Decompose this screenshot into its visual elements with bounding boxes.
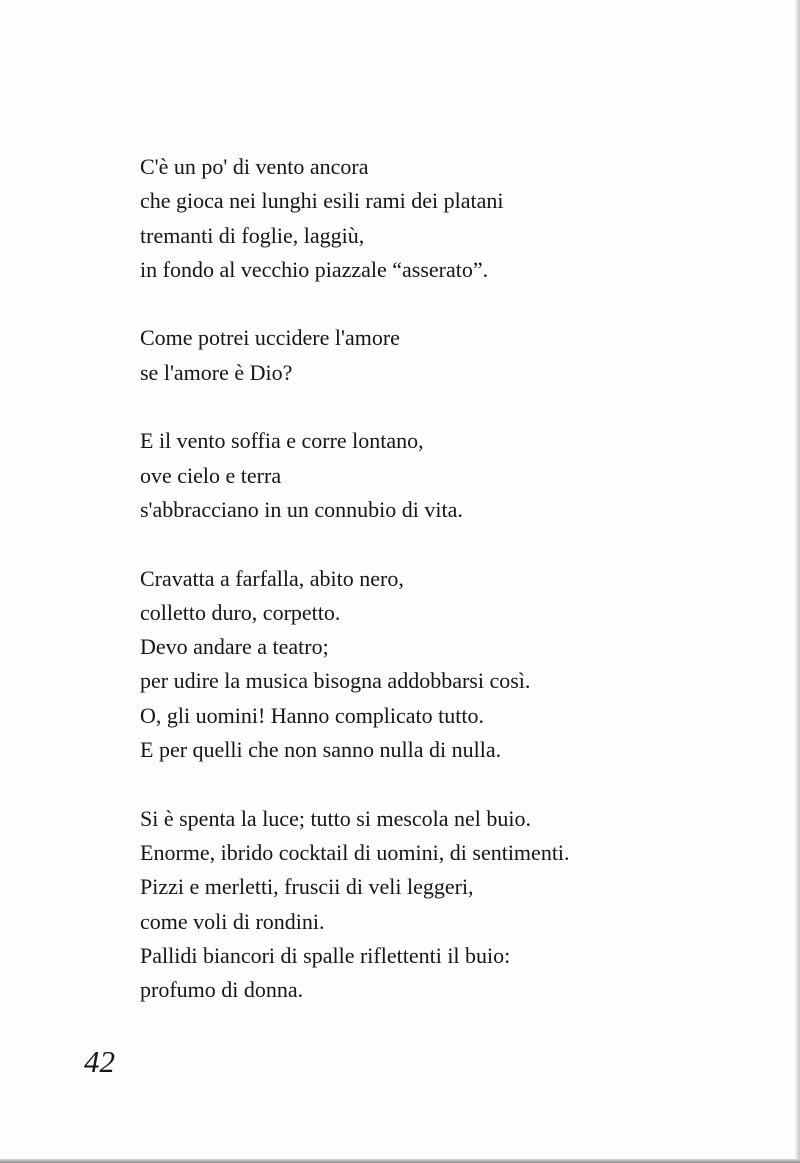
stanza-5	[140, 802, 760, 1008]
poem-line: Pizzi e merletti, fruscii di veli leggeri,	[140, 874, 474, 900]
stanza-3	[140, 424, 760, 527]
poem-line: per udire la musica bisogna addobbarsi così.	[140, 668, 531, 694]
stanza-2	[140, 321, 760, 390]
stanza-gap	[140, 527, 760, 561]
stanza-gap	[140, 287, 760, 321]
stanza-gap	[140, 390, 760, 424]
poem-line: che gioca nei lunghi esili rami dei platani	[140, 188, 504, 214]
poem-line: in fondo al vecchio piazzale “asserato”.	[140, 256, 489, 282]
poem-line: Cravatta a farfalla, abito nero,	[140, 565, 404, 591]
poem-line: Pallidi biancori di spalle riflettenti il buio:	[140, 942, 511, 968]
page-number: 42	[84, 1044, 115, 1079]
stanza-gap	[140, 767, 760, 801]
poem-line: tremanti di foglie, laggiù,	[140, 222, 365, 248]
stanza-4	[140, 562, 760, 768]
poem-line: se l'amore è Dio?	[140, 359, 293, 385]
poem-line: come voli di rondini.	[140, 908, 325, 934]
poem-line: Devo andare a teatro;	[140, 634, 329, 660]
poem-line: C'è un po' di vento ancora	[140, 154, 369, 179]
page-bottom-edge	[0, 1159, 800, 1163]
poem-line: Enorme, ibrido cocktail di uomini, di sentimenti.	[140, 839, 570, 865]
poem-line: Si è spenta la luce; tutto si mescola nel buio.	[140, 805, 532, 831]
poem-line: Come potrei uccidere l'amore	[140, 325, 400, 351]
poem-line: s'abbracciano in un connubio di vita.	[140, 496, 463, 522]
poem-line: ove cielo e terra	[140, 462, 282, 488]
page-edge-shadow	[795, 0, 800, 1163]
poem-line: colletto duro, corpetto.	[140, 599, 341, 625]
poem-line: E per quelli che non sanno nulla di nulla.	[140, 737, 502, 763]
poem-line: profumo di donna.	[140, 977, 304, 1003]
poem-text	[140, 150, 760, 1007]
stanza-1	[140, 150, 760, 287]
poem-line: O, gli uomini! Hanno complicato tutto.	[140, 702, 485, 728]
poem-line: E il vento soffia e corre lontano,	[140, 428, 424, 454]
